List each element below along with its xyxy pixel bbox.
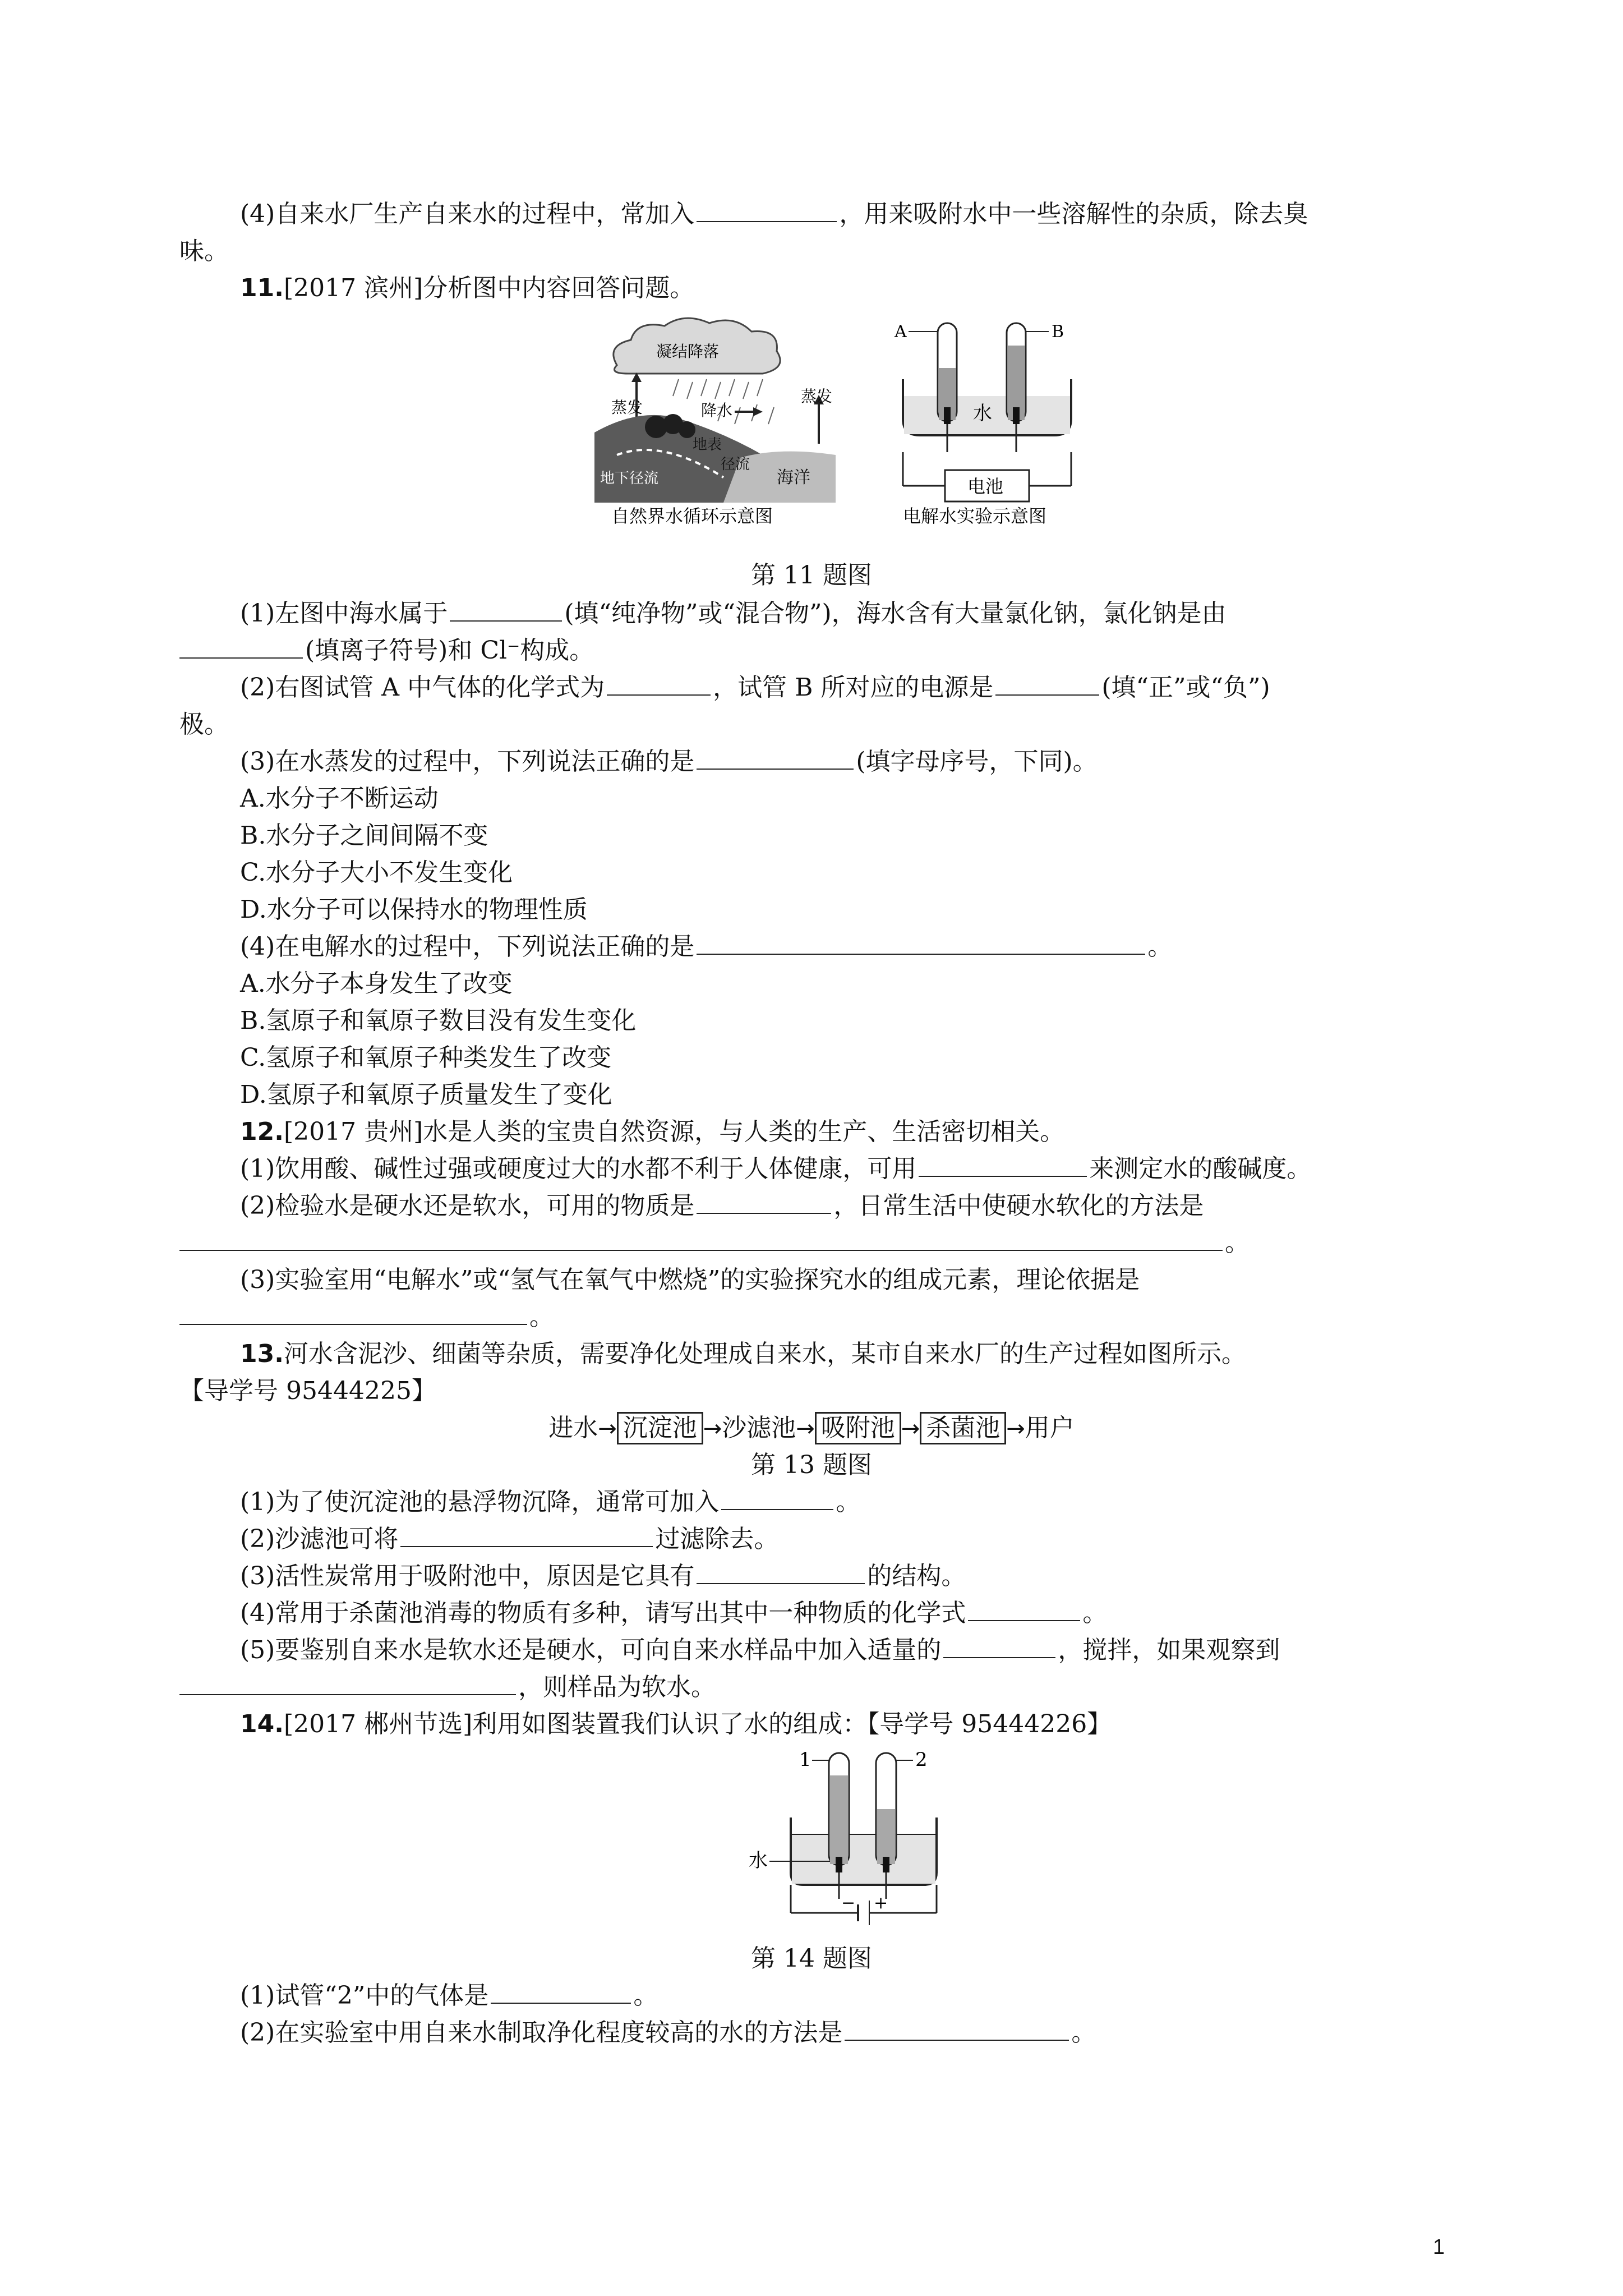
q11-part3-option-b: B.水分子之间间隔不变 <box>240 821 488 850</box>
q11-part4-option-b: B.氢原子和氧原子数目没有发生变化 <box>240 1006 637 1035</box>
q14-stem: 14.[2017 郴州节选]利用如图装置我们认识了水的组成：【导学号 95444226】 <box>240 1710 1112 1738</box>
q12-stem: 12.[2017 贵州]水是人类的宝贵自然资源，与人类的生产、生活密切相关。 <box>240 1117 1065 1146</box>
flow-step-users: 用户 <box>1025 1414 1075 1442</box>
answer-blank[interactable] <box>697 199 837 222</box>
water-treatment-flow <box>0 1411 1623 1446</box>
q13-part5-line1: (5)要鉴别自来水是软水还是硬水，可向自来水样品中加入适量的 ，搅拌，如果观察到 <box>240 1636 1280 1664</box>
q11-part4-option-a: A.水分子本身发生了改变 <box>240 969 513 998</box>
q11-part3-option-c: C.水分子大小不发生变化 <box>240 858 513 887</box>
q11-part3-stem: (3)在水蒸发的过程中，下列说法正确的是 (填字母序号，下同)。 <box>240 747 1098 776</box>
answer-blank[interactable] <box>995 672 1099 696</box>
q11-part4-option-c: C.氢原子和氧原子种类发生了改变 <box>240 1043 612 1072</box>
electrode-icon <box>883 1857 889 1872</box>
svg-text:水: 水 <box>749 1849 768 1872</box>
svg-text:电解水实验示意图: 电解水实验示意图 <box>903 505 1047 525</box>
svg-text:海洋: 海洋 <box>777 468 810 487</box>
electrode-icon <box>944 407 951 424</box>
svg-text:−: − <box>841 1893 856 1913</box>
answer-blank[interactable] <box>697 1561 865 1584</box>
electrolysis-figure <box>892 312 1116 525</box>
svg-text:地表: 地表 <box>693 436 722 453</box>
answer-blank[interactable] <box>697 931 1145 955</box>
q11-part2-line1: (2)右图试管 A 中气体的化学式为 ，试管 B 所对应的电源是 (填“正”或“负”) <box>240 673 1270 702</box>
svg-text:蒸发: 蒸发 <box>611 398 643 417</box>
q14-part2: (2)在实验室中用自来水制取净化程度较高的水的方法是 。 <box>240 2018 1096 2047</box>
answer-blank[interactable] <box>491 1980 631 2004</box>
flow-step-disinfection: 杀菌池 <box>920 1412 1006 1444</box>
electrode-icon <box>1013 407 1020 424</box>
svg-text:径流: 径流 <box>721 456 750 473</box>
q12-part3-line2: 。 <box>179 1300 1469 1334</box>
flow-step-adsorption: 吸附池 <box>815 1412 901 1444</box>
q12-part2-line1: (2)检验水是硬水还是软水，可用的物质是 ，日常生活中使硬水软化的方法是 <box>240 1191 1204 1220</box>
q13-part1: (1)为了使沉淀池的悬浮物沉降，通常可加入 。 <box>240 1488 861 1516</box>
answer-blank[interactable] <box>697 1190 831 1214</box>
q13-part2: (2)沙滤池可将 过滤除去。 <box>240 1525 779 1553</box>
svg-text:A: A <box>895 322 907 342</box>
q11-part4-stem: (4)在电解水的过程中，下列说法正确的是 。 <box>240 932 1173 961</box>
q11-part1-line1: (1)左图中海水属于 (填“纯净物”或“混合物”)，海水含有大量氯化钠，氯化钠是由 <box>240 599 1227 628</box>
answer-blank[interactable] <box>721 1487 833 1510</box>
answer-blank[interactable] <box>179 1672 516 1695</box>
q10-part4-line2: 味。 <box>179 237 229 265</box>
flow-step-sedimentation: 沉淀池 <box>617 1412 703 1444</box>
figure-14-title: 第 14 题图 <box>751 1944 872 1973</box>
svg-text:降水: 降水 <box>701 401 733 420</box>
q11-part2-line2: 极。 <box>179 710 229 739</box>
page-number: 1 <box>1433 2235 1445 2259</box>
arrow-icon: → <box>703 1416 722 1442</box>
q11-part3-option-d: D.水分子可以保持水的物理性质 <box>240 895 588 924</box>
answer-blank[interactable] <box>400 1524 653 1547</box>
arrow-icon: → <box>598 1416 617 1442</box>
arrow-icon: → <box>796 1416 815 1442</box>
water-cycle-figure <box>594 312 836 525</box>
answer-blank[interactable] <box>968 1598 1080 1621</box>
flow-step-sand-filter: 沙滤池 <box>722 1414 796 1442</box>
q11-part4-option-d: D.氢原子和氧原子质量发生了变化 <box>240 1080 612 1109</box>
figure-11-title: 第 11 题图 <box>751 561 872 590</box>
svg-text:2: 2 <box>915 1749 928 1771</box>
flow-step-intake: 进水 <box>548 1414 598 1442</box>
q12-part2-line2: 。 <box>179 1226 1469 1260</box>
q11-part1-line2: (填离子符号)和 Cl⁻构成。 <box>179 634 1469 668</box>
svg-text:水: 水 <box>973 402 992 425</box>
q14-part1: (1)试管“2”中的气体是 。 <box>240 1981 658 2010</box>
arrow-icon: → <box>901 1416 920 1442</box>
answer-blank[interactable] <box>943 1635 1055 1658</box>
question-number: 14. <box>240 1710 284 1738</box>
question-number: 12. <box>240 1117 284 1146</box>
answer-blank[interactable] <box>450 598 562 622</box>
svg-text:电池: 电池 <box>967 476 1004 497</box>
electrolysis-apparatus-figure <box>746 1745 948 1930</box>
svg-text:自然界水循环示意图: 自然界水循环示意图 <box>611 505 773 525</box>
q13-part5-line2: ，则样品为软水。 <box>179 1671 1469 1704</box>
answer-blank[interactable] <box>845 2017 1069 2041</box>
q13-stem: 13.河水含泥沙、细菌等杂质，需要净化处理成自来水，某市自来水厂的生产过程如图所示。 <box>240 1340 1246 1368</box>
svg-text:蒸发: 蒸发 <box>801 387 833 406</box>
q11-part3-option-a: A.水分子不断运动 <box>240 784 439 813</box>
electrode-icon <box>836 1857 842 1872</box>
svg-text:凝结降落: 凝结降落 <box>656 342 720 361</box>
answer-blank[interactable] <box>607 672 711 696</box>
arrow-icon: → <box>1006 1416 1025 1442</box>
q12-part3-line1: (3)实验室用“电解水”或“氢气在氧气中燃烧”的实验探究水的组成元素，理论依据是 <box>240 1266 1140 1294</box>
answer-blank[interactable] <box>179 1301 527 1325</box>
q13-guide-number: 【导学号 95444225】 <box>179 1377 436 1405</box>
question-number: 13. <box>240 1340 284 1368</box>
svg-text:B: B <box>1052 322 1064 342</box>
tree-icon <box>679 421 695 438</box>
svg-text:地下径流: 地下径流 <box>600 470 659 487</box>
q10-part4-line1: (4)自来水厂生产自来水的过程中，常加入 ，用来吸附水中一些溶解性的杂质，除去臭 <box>240 200 1308 228</box>
answer-blank[interactable] <box>697 746 854 770</box>
q11-stem: 11.[2017 滨州]分析图中内容回答问题。 <box>240 274 695 302</box>
svg-text:+: + <box>874 1893 888 1913</box>
svg-text:1: 1 <box>799 1749 811 1771</box>
q12-part1: (1)饮用酸、碱性过强或硬度过大的水都不利于人体健康，可用 来测定水的酸碱度。 <box>240 1154 1312 1183</box>
figure-13-title: 第 13 题图 <box>751 1451 872 1479</box>
q13-part3: (3)活性炭常用于吸附池中，原因是它具有 的结构。 <box>240 1562 966 1590</box>
answer-blank[interactable] <box>179 1227 1223 1251</box>
q13-part4: (4)常用于杀菌池消毒的物质有多种，请写出其中一种物质的化学式 。 <box>240 1599 1108 1627</box>
answer-blank[interactable] <box>179 635 303 659</box>
answer-blank[interactable] <box>919 1153 1087 1177</box>
question-number: 11. <box>240 274 284 302</box>
